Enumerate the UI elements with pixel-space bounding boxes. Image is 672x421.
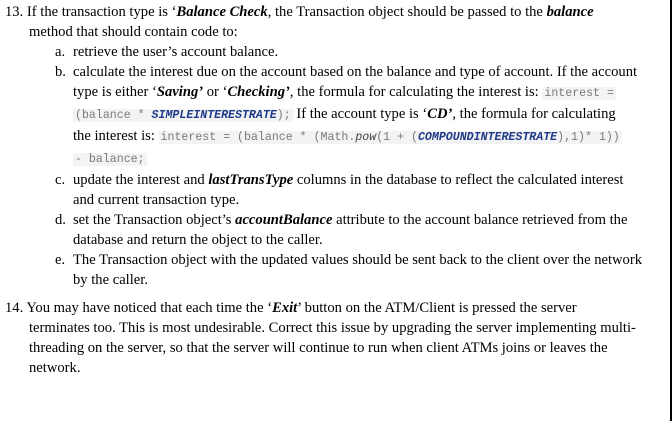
question-14-line1 — [5, 298, 658, 318]
question-14-line4: network. — [29, 360, 81, 376]
quote-mark: ‘ — [171, 4, 177, 20]
balance-check-term: Balance Check — [176, 4, 268, 20]
code-simple-formula — [73, 109, 293, 122]
item-b — [5, 62, 658, 170]
item-d-label: d. — [55, 212, 66, 228]
item-a-label: a. — [55, 44, 66, 60]
question-13-text: If the transaction type is — [26, 4, 172, 20]
text: set the Transaction object’s — [73, 212, 236, 228]
compound-interest-rate-constant: COMPOUNDINTERESTRATE — [417, 131, 558, 144]
exit-term: Exit — [272, 300, 298, 316]
item-e — [5, 250, 658, 290]
code-part: ); — [276, 109, 291, 122]
simple-interest-rate-constant: SIMPLEINTERESTRATE — [151, 109, 277, 122]
item-a-text: retrieve the user’s account balance. — [73, 44, 279, 60]
question-14-line2: terminates too. This is most undesirable. Correct this issue by upgrading the server implementing multi- — [29, 320, 636, 336]
item-b-line5 — [73, 148, 658, 170]
code-compound-formula — [159, 131, 622, 144]
question-14 — [5, 298, 658, 378]
question-13-line1 — [5, 2, 658, 22]
text: ’ button on the ATM/Client is pressed the server — [297, 300, 577, 316]
text: or ‘ — [203, 84, 228, 100]
text: update the interest and — [73, 172, 209, 188]
text: If the account type is ‘ — [292, 106, 428, 122]
item-d-line2: database and return the object to the caller. — [73, 232, 323, 248]
code-part: ),1)* 1)) — [557, 131, 620, 144]
balance-method-term: balance — [546, 4, 594, 20]
item-c-line2: and current transaction type. — [73, 192, 240, 208]
cd-term: CD’ — [427, 106, 453, 122]
item-e-line2: by the caller. — [73, 272, 148, 288]
item-a — [5, 42, 658, 62]
text: attribute to the account balance retrieved from the — [332, 212, 628, 228]
question-13-number: 13. — [5, 4, 24, 20]
item-b-line4 — [73, 126, 658, 148]
text: the interest is: — [73, 128, 159, 144]
question-13-text-2: , the Transaction object should be passed to the — [267, 4, 547, 20]
item-d-line1 — [73, 210, 658, 230]
item-e-label: e. — [55, 252, 66, 268]
text: , the formula for calculating — [452, 106, 616, 122]
code-minus-balance: - balance; — [75, 153, 145, 166]
item-e-line1: The Transaction object with the updated values should be sent back to the client over the network — [73, 252, 643, 268]
text: type is either ‘ — [73, 84, 157, 100]
item-b-line2 — [73, 82, 658, 104]
item-d — [5, 210, 658, 250]
item-b-line3 — [73, 104, 658, 126]
item-c-line1 — [73, 170, 658, 190]
question-13 — [5, 2, 658, 290]
item-c — [5, 170, 658, 210]
question-14-line3: threading on the server, so that the server will continue to run when client ATMs joins or leaves the — [29, 340, 608, 356]
item-b-line1: calculate the interest due on the account based on the balance and type of account. If the account — [73, 64, 638, 80]
code-part: (balance * — [75, 109, 152, 122]
checking-term: Checking’ — [227, 84, 290, 100]
pow-function: pow — [355, 131, 377, 144]
question-14-number: 14. — [5, 300, 24, 316]
question-13-line2: method that should contain code to: — [29, 24, 238, 40]
saving-term: Saving’ — [156, 84, 204, 100]
last-trans-type-term: lastTransType — [208, 172, 294, 188]
code-part: (1 + ( — [376, 131, 418, 144]
code-interest-assign: interest = — [544, 87, 614, 100]
text: , the formula for calculating the interest is: — [289, 84, 543, 100]
text: You may have noticed that each time the ‘ — [26, 300, 273, 316]
account-balance-term: accountBalance — [235, 212, 333, 228]
text: columns in the database to reflect the calculated interest — [293, 172, 624, 188]
item-b-label: b. — [55, 64, 66, 80]
item-c-label: c. — [55, 172, 66, 188]
code-part: interest = (balance * (Math. — [160, 131, 356, 144]
